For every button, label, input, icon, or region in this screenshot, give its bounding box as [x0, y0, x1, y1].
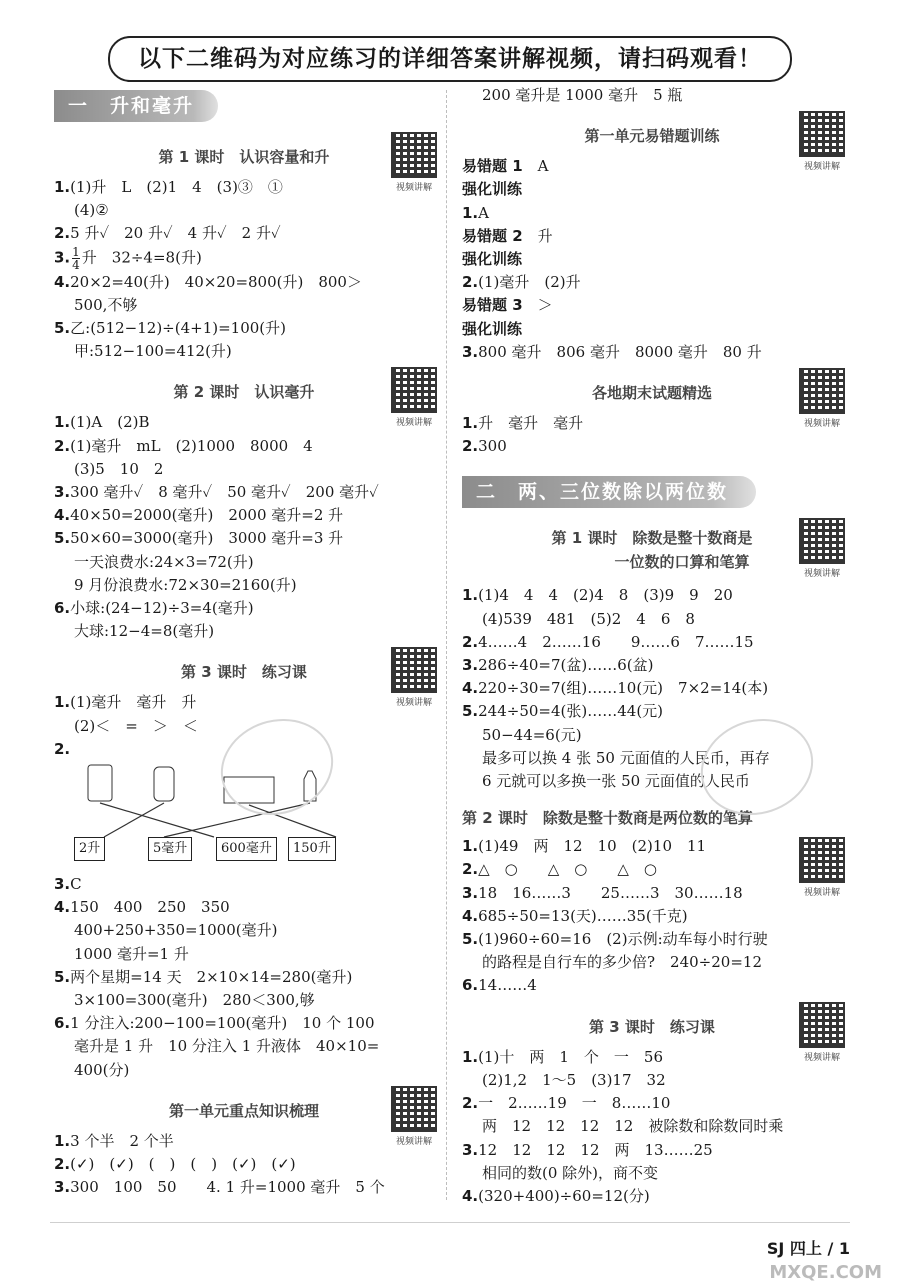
column-divider: [446, 90, 447, 1200]
qr-caption: 视频讲解: [803, 569, 840, 580]
answer-text: (1)升 L (2)1 4 (3)③ ①: [70, 178, 283, 196]
lesson-title: 第 1 课时 认识容量和升: [158, 148, 330, 166]
qr-code-icon: [391, 1086, 437, 1132]
answer-text: 150 400 250 350: [70, 898, 230, 917]
qr-code-icon: [391, 647, 437, 693]
qr-code[interactable]: [796, 1002, 848, 1063]
question-number: 1.: [54, 413, 71, 432]
answer-text: (1)毫升 (2)升: [478, 273, 581, 292]
question-number: 5.: [54, 319, 71, 338]
left-column: [54, 84, 434, 1200]
answer-line: [462, 905, 842, 928]
question-number: 1.: [462, 1047, 479, 1066]
answer-line: [462, 631, 842, 654]
answer-block: [462, 1046, 842, 1208]
unit-option: 600毫升: [216, 837, 277, 861]
jar-icon: [88, 765, 112, 801]
question-number: 1.: [54, 693, 71, 712]
answer-block: [462, 412, 842, 458]
answer-line: [462, 202, 842, 225]
qr-caption: 视频讲解: [803, 1052, 840, 1063]
question-number: 3.: [54, 248, 71, 267]
qr-code-icon: [799, 1002, 845, 1048]
answer-line: [462, 584, 842, 607]
answer-text: 20×2=40(升) 40×20=800(升) 800＞: [70, 272, 362, 291]
qr-code[interactable]: [388, 132, 440, 193]
answer-text: 500,不够: [74, 295, 138, 314]
answer-text: (1)毫升 毫升 升: [70, 693, 197, 712]
qr-code-icon: [799, 368, 845, 414]
answer-line: [462, 435, 842, 458]
answer-heading: [462, 294, 842, 317]
qr-code[interactable]: [388, 647, 440, 708]
answer-line: [54, 1035, 434, 1058]
answer-text: A: [522, 157, 549, 176]
answer-line: [54, 317, 434, 340]
answer-heading: [462, 155, 842, 178]
question-number: 4.: [54, 272, 71, 291]
question-number: 3.: [54, 875, 71, 894]
answer-text: 大球:12−4=8(毫升): [74, 622, 215, 641]
answer-line: [54, 1059, 434, 1082]
answer-line: [54, 873, 434, 896]
answer-line: [54, 340, 434, 363]
answer-line: [462, 1185, 842, 1208]
answer-text: (2)＜ = ＞ ＜: [74, 716, 198, 735]
answer-text: (1)A (2)B: [70, 413, 150, 432]
answer-text: 286÷40=7(盆)……6(盆): [478, 656, 654, 675]
answer-text: C: [70, 875, 82, 894]
right-column: [462, 84, 842, 1208]
answer-label: 强化训练: [462, 319, 523, 338]
answer-block: [54, 176, 434, 363]
question-number: 3.: [462, 656, 479, 675]
answer-text: △ ○ △ ○ △ ○: [478, 860, 658, 879]
question-number: 2.: [54, 224, 71, 243]
question-number: 6.: [462, 976, 479, 995]
lesson-title: 第 2 课时 除数是整十数商是两位数的笔算: [462, 809, 753, 828]
qr-code-icon: [799, 518, 845, 564]
qr-code-icon: [391, 367, 437, 413]
answer-text: (1)960÷60=16 (2)示例:动车每小时行驶: [478, 930, 768, 949]
answer-line: [462, 654, 842, 677]
lesson-title: 第 2 课时 认识毫升: [173, 383, 315, 402]
site-watermark: MXQE.COM: [769, 1262, 882, 1283]
answer-text: 300: [478, 437, 507, 456]
answer-line: [462, 1139, 842, 1162]
answer-line: [462, 1162, 842, 1185]
lesson-title: 第 3 课时 练习课: [181, 663, 307, 682]
answer-label: 易错题 2: [462, 226, 523, 245]
answer-text: 毫升是 1 升 10 分注入 1 升液体 40×10=: [74, 1037, 380, 1056]
unit-option: 2升: [74, 837, 105, 861]
answer-text: 相同的数(0 除外)，商不变: [482, 1163, 659, 1182]
lesson-title-line: 第 1 课时 除数是整十数商是: [551, 529, 753, 548]
lesson-title: 各地期末试题精选: [591, 384, 712, 403]
answer-line: [462, 858, 842, 881]
answer-text: 300 100 50 4. 1 升=1000 毫升 5 个: [70, 1178, 385, 1197]
answer-text: 9 月份浪费水:72×30=2160(升): [74, 575, 297, 594]
answer-text: (320+400)÷60=12(分): [478, 1186, 650, 1205]
answer-line: [54, 943, 434, 966]
answer-line: [54, 481, 434, 504]
answer-line: [54, 989, 434, 1012]
answer-line: [462, 608, 842, 631]
answer-text: (4)②: [74, 201, 109, 220]
answer-heading: [462, 248, 842, 271]
question-number: 5.: [462, 702, 479, 721]
answer-line: 200 毫升是 1000 毫升 5 瓶: [482, 86, 683, 104]
answer-line: [54, 271, 434, 294]
lesson-title: 第一单元易错题训练: [584, 127, 720, 146]
footer-rule: [50, 1222, 850, 1223]
question-number: 6.: [54, 1014, 71, 1033]
answer-text: 5 升✓ 20 升✓ 4 升✓ 2 升✓: [70, 224, 281, 243]
unit-title: 一 升和毫升: [54, 90, 218, 122]
question-number: 5.: [462, 930, 479, 949]
answer-line: [54, 966, 434, 989]
qr-caption: 视频讲解: [395, 183, 432, 193]
question-number: 2.: [54, 436, 71, 455]
question-number: 3.: [462, 883, 479, 902]
question-number: 1.: [462, 203, 479, 222]
answer-text: 685÷50=13(天)……35(千克): [478, 906, 688, 925]
answer-text: (1)4 4 4 (2)4 8 (3)9 9 20: [478, 586, 733, 605]
question-number: 1.: [462, 586, 479, 605]
answer-text: 4……4 2……16 9……6 7……15: [478, 632, 754, 651]
answer-line: [462, 271, 842, 294]
answer-block: [462, 835, 842, 997]
answer-text: 400(分): [74, 1060, 130, 1079]
answer-line: [54, 551, 434, 574]
answer-label: 强化训练: [462, 250, 523, 269]
answer-text: 220÷30=7(组)……10(元) 7×2=14(本): [478, 679, 769, 698]
answer-text: 12 12 12 12 两 13……25: [478, 1140, 713, 1159]
question-number: 2.: [462, 632, 479, 651]
answer-text: 50×60=3000(毫升) 3000 毫升=3 升: [70, 529, 344, 548]
question-number: 5.: [54, 967, 71, 986]
qr-code[interactable]: [796, 368, 848, 429]
answer-line: [462, 1046, 842, 1069]
answer-line: [462, 974, 842, 997]
lesson-header: [462, 518, 842, 584]
answer-line: [54, 1012, 434, 1035]
question-number: 3.: [462, 1140, 479, 1159]
answer-text: 244÷50=4(张)……44(元): [478, 702, 664, 721]
fraction-numerator: 1: [72, 244, 80, 259]
answer-line: [54, 246, 434, 271]
answer-text: (3)5 10 2: [74, 459, 164, 478]
qr-code[interactable]: [796, 111, 848, 172]
answer-text: 14……4: [478, 976, 537, 995]
lesson-title: 第一单元重点知识梳理: [168, 1101, 319, 1120]
question-number: 4.: [462, 679, 479, 698]
answer-line: [54, 199, 434, 222]
qr-caption: 视频讲解: [803, 162, 840, 173]
question-number: 6.: [54, 599, 71, 618]
answer-line: [54, 435, 434, 458]
answer-line: [54, 574, 434, 597]
lesson-body: [462, 835, 842, 997]
question-number: 3.: [54, 483, 71, 502]
answer-text: (1)49 两 12 10 (2)10 11: [478, 837, 707, 856]
question-number: 2.: [462, 273, 479, 292]
answer-text: 甲:512−100=412(升): [74, 342, 232, 361]
answer-label: 易错题 3: [462, 296, 523, 315]
answer-line: [54, 176, 434, 199]
lesson-title: [462, 526, 842, 574]
video-banner: 以下二维码为对应练习的详细答案讲解视频，请扫码观看！: [108, 36, 792, 82]
fraction-denominator: 4: [72, 257, 80, 272]
page-number: SJ 四上 / 1: [766, 1239, 850, 1258]
answer-line: [462, 928, 842, 951]
question-number: 2.: [54, 739, 71, 758]
question-number: 1.: [462, 837, 479, 856]
unit-title: 二 两、三位数除以两位数: [462, 476, 756, 508]
qr-caption: 视频讲解: [803, 419, 840, 430]
qr-code-icon: [799, 837, 845, 883]
qr-code[interactable]: [388, 367, 440, 428]
answer-line: [462, 341, 842, 364]
answer-line: [462, 700, 842, 723]
answer-heading: [462, 318, 842, 341]
question-number: 2.: [54, 1155, 71, 1174]
qr-code[interactable]: [796, 518, 848, 579]
question-number: 4.: [462, 906, 479, 925]
answer-block: [54, 873, 434, 1082]
answer-line: [462, 951, 842, 974]
answer-block: [54, 411, 434, 643]
answer-text: 1 分注入:200−100=100(毫升) 10 个 100: [70, 1014, 375, 1033]
question-number: 1.: [462, 414, 479, 433]
bucket-icon: [154, 767, 174, 801]
question-number: 1.: [54, 1131, 71, 1150]
answer-text: (1)毫升 mL (2)1000 8000 4: [70, 436, 313, 455]
answer-line: [462, 835, 842, 858]
answer-heading: [462, 225, 842, 248]
question-number: 2.: [462, 860, 479, 879]
lesson-title: 第 3 课时 练习课: [589, 1017, 715, 1036]
answer-text: 升 毫升 毫升: [478, 414, 584, 433]
qr-code-icon: [391, 132, 437, 178]
answer-text: (✓) (✓) ( ) ( ) (✓) (✓): [70, 1155, 296, 1174]
answer-text: A: [478, 203, 489, 222]
answer-text: 小球:(24−12)÷3=4(毫升): [70, 599, 254, 618]
answer-text: 6 元就可以多换一张 50 元面值的人民币: [482, 772, 750, 791]
answer-text: 1000 毫升=1 升: [74, 944, 189, 963]
answer-text: 40×50=2000(毫升) 2000 毫升=2 升: [70, 506, 344, 525]
answer-line: [462, 677, 842, 700]
answer-block: [54, 1130, 434, 1200]
answer-text: (4)539 481 (5)2 4 6 8: [482, 609, 695, 628]
answer-label: 强化训练: [462, 180, 523, 199]
answer-line: [462, 1092, 842, 1115]
lesson-title-line: 一位数的口算和笔算: [614, 553, 750, 572]
answer-text: 3 个半 2 个半: [70, 1131, 174, 1150]
answer-line: [462, 1069, 842, 1092]
answer-text: 乙:(512−12)÷(4+1)=100(升): [70, 319, 287, 338]
answer-text: 一天浪费水:24×3=72(升): [74, 552, 254, 571]
answer-text: 升 32÷4=8(升): [81, 248, 202, 267]
question-number: 5.: [54, 529, 71, 548]
answer-text: 800 毫升 806 毫升 8000 毫升 80 升: [478, 342, 762, 361]
answer-line: [54, 620, 434, 643]
answer-text: (2)1,2 1～5 (3)17 32: [482, 1070, 666, 1089]
answer-line: [54, 1176, 434, 1199]
answer-text: 300 毫升✓ 8 毫升✓ 50 毫升✓ 200 毫升✓: [70, 483, 379, 502]
answer-line: [54, 294, 434, 317]
answer-text: 3×100=300(毫升) 280＜300,够: [74, 991, 315, 1010]
answer-text: (1)十 两 1 个 一 56: [478, 1047, 664, 1066]
question-number: 3.: [462, 342, 479, 361]
answer-text: 400+250+350=1000(毫升): [74, 921, 278, 940]
answer-line: [54, 691, 434, 714]
qr-code[interactable]: [388, 1086, 440, 1147]
question-number: 1.: [54, 178, 71, 196]
answer-text: 一 2……19 一 8……10: [478, 1094, 671, 1113]
qr-caption: 视频讲解: [395, 418, 432, 429]
answer-line: [54, 527, 434, 550]
question-number: 4.: [54, 506, 71, 525]
answer-line: [54, 411, 434, 434]
answer-label: 易错题 1: [462, 157, 523, 176]
qr-code[interactable]: [796, 837, 848, 898]
question-number: 2.: [462, 1094, 479, 1113]
answer-line: [54, 597, 434, 620]
question-number: 4.: [462, 1186, 479, 1205]
answer-heading: [462, 178, 842, 201]
unit-option: 5毫升: [148, 837, 192, 861]
answer-line: [462, 1115, 842, 1138]
qr-caption: 视频讲解: [395, 1136, 432, 1147]
answer-line: [54, 504, 434, 527]
answer-text: 最多可以换 4 张 50 元面值的人民币，再存: [482, 748, 770, 767]
qr-code-icon: [799, 111, 845, 157]
answer-text: ＞: [522, 296, 553, 315]
answer-line: [54, 222, 434, 245]
question-number: 2.: [462, 437, 479, 456]
answer-text: 两个星期=14 天 2×10×14=280(毫升): [70, 967, 353, 986]
answer-text: 两 12 12 12 12 被除数和除数同时乘: [482, 1117, 784, 1136]
qr-caption: 视频讲解: [395, 698, 432, 709]
fraction: [72, 246, 80, 271]
question-number: 4.: [54, 898, 71, 917]
answer-line: [54, 1153, 434, 1176]
answer-line: [462, 412, 842, 435]
qr-caption: 视频讲解: [803, 888, 840, 899]
answer-text: 升: [522, 226, 553, 245]
question-number: 3.: [54, 1178, 71, 1197]
answer-line: [54, 919, 434, 942]
answer-line: [462, 882, 842, 905]
answer-line: [54, 896, 434, 919]
answer-text: 18 16……3 25……3 30……18: [478, 883, 743, 902]
answer-line: [54, 1130, 434, 1153]
answer-text: 的路程是自行车的多少倍? 240÷20=12: [482, 953, 762, 972]
answer-line: [54, 458, 434, 481]
unit-option: 150升: [288, 837, 336, 861]
answer-block: [462, 155, 842, 364]
answer-text: 50−44=6(元): [482, 725, 582, 744]
